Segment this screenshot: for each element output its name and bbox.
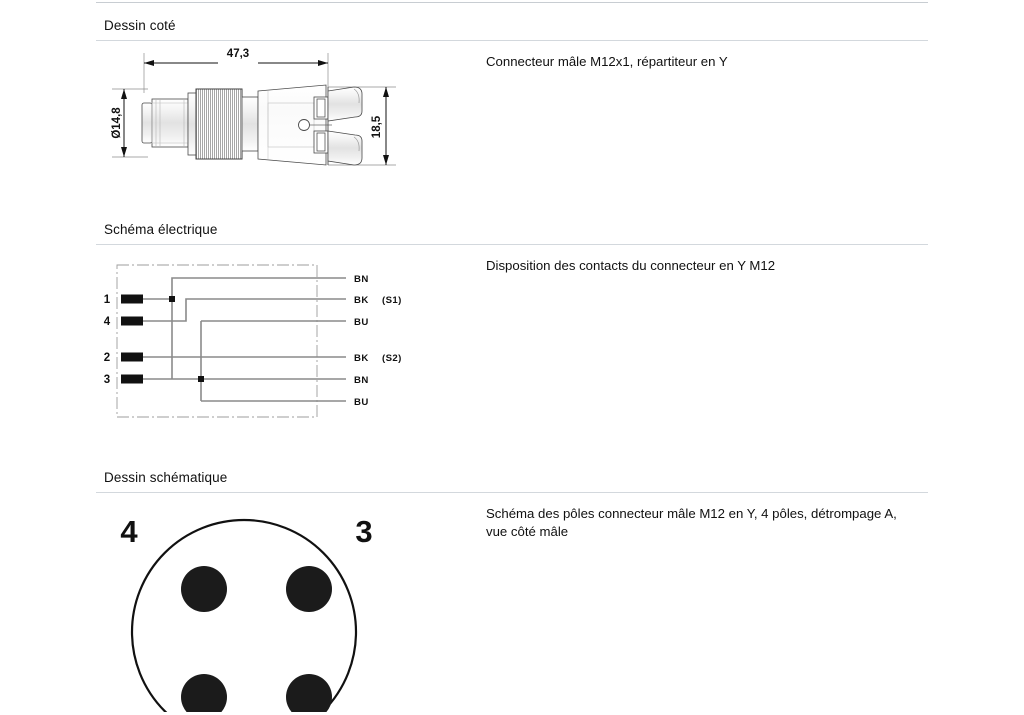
wire-node-a-to-bn [172,278,346,299]
wire-label-bn-lower: BN [354,375,369,386]
connector-geometry [142,85,362,165]
pin-label-3: 3 [355,514,373,549]
section-title-electrical: Schéma électrique [104,222,218,237]
wire-pin4-to-bk-s1 [143,299,346,321]
pin-number-2: 2 [103,352,111,364]
cable-outlet-lower [328,131,362,165]
contact-pin-upper-right [286,566,332,612]
description-dimensional: Connecteur mâle M12x1, répartiteur en Y [486,54,728,69]
dimension-height-label: 18,5 [371,115,383,139]
section-title-dimensional: Dessin coté [104,18,176,33]
wire-label-bk-s1: BK [354,295,369,306]
wire-label-bk-s2: BK [354,353,369,364]
pin-number-1: 1 [103,294,111,306]
pin-number-4: 4 [103,316,111,328]
threaded-nose [142,99,188,147]
description-electrical: Disposition des contacts du connecteur en Y M12 [486,258,776,273]
dimension-diameter [111,89,127,157]
wiring-diagram-svg [96,259,436,424]
pin-terminals [104,294,143,386]
cable-outlet-upper [328,87,362,121]
section-electrical-schematic [96,222,928,460]
wire-label-bu-upper: BU [354,317,369,328]
junction-node-pin1 [169,296,175,302]
wire-label-bk-s2-suffix: (S2) [382,353,402,364]
pin-block-3 [121,375,143,384]
pinout-front-view-svg [96,497,436,712]
connector-side-view-svg [96,41,436,191]
pin-block-4 [121,317,143,326]
conductor-labels [354,274,402,408]
wire-label-bu-lower: BU [354,397,369,408]
dimension-height [371,87,389,165]
dimension-length-label: 47,3 [226,48,250,60]
pin-label-4: 4 [120,514,138,549]
section-body-schematic [96,493,928,713]
dimension-length [144,48,328,66]
section-dimensional-drawing [96,18,928,211]
section-pinout-drawing [96,470,928,713]
pin-block-2 [121,353,143,362]
page-top-rule [96,2,928,3]
dimension-diameter-label: Ø14,8 [111,107,123,139]
wire-label-bn-upper: BN [354,274,369,285]
dimensional-drawing-figure [96,41,436,191]
section-title-schematic: Dessin schématique [104,470,228,485]
wiring-diagram-figure [96,259,436,424]
pin-block-1 [121,295,143,304]
pin-number-3: 3 [103,374,111,386]
description-schematic: Schéma des pôles connecteur mâle M12 en Y, 4 pôles, détrompage A, vue côté mâle [486,506,897,539]
transition-collar [242,97,258,151]
contact-pin-upper-left [181,566,227,612]
wire-label-bk-s1-suffix: (S1) [382,295,402,306]
knurled-coupling-nut [188,89,242,159]
section-body-dimensional [96,41,928,211]
section-body-electrical [96,245,928,460]
enclosure-boundary [117,265,317,417]
pinout-figure [96,497,436,712]
junction-node-pin3 [198,376,204,382]
